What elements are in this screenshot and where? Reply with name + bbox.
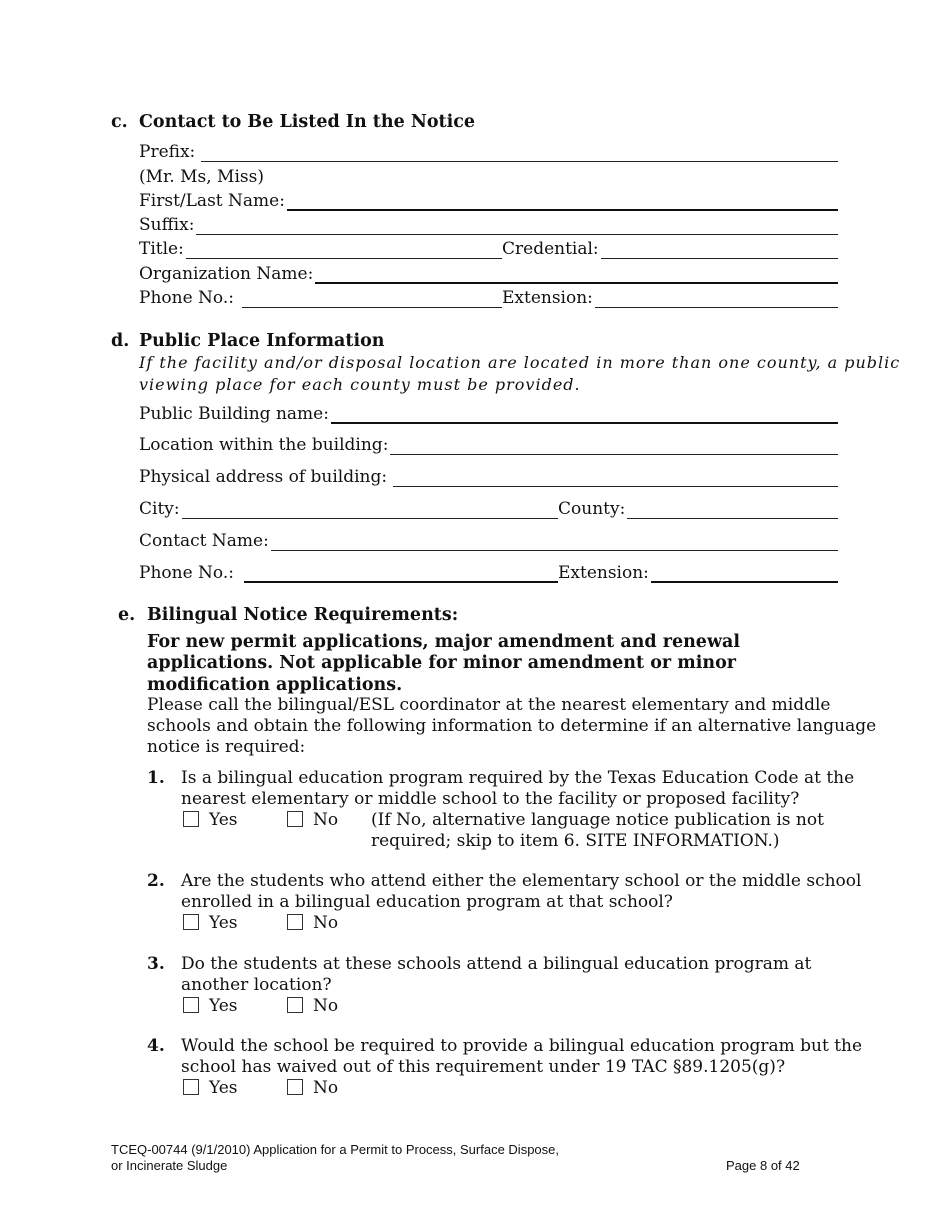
question-2-number: 2. — [147, 871, 165, 891]
section-d-note-line1: If the facility and/or disposal location are located in more than one county, a public — [139, 353, 901, 372]
organization-name-label: Organization Name: — [139, 264, 314, 284]
section-e-bold-line2: applications. Not applicable for minor amendment or minor — [147, 653, 736, 673]
title-field[interactable] — [139, 239, 502, 259]
question-3-line2: another location? — [181, 975, 332, 995]
suffix-input-line[interactable] — [196, 217, 838, 235]
section-d-note-line2: viewing place for each county must be provided. — [139, 375, 581, 394]
public-phone-field[interactable] — [139, 563, 558, 583]
prefix-hint: (Mr. Ms, Miss) — [139, 167, 264, 187]
question-4-yes-option[interactable] — [183, 1078, 238, 1099]
question-1-yes-option[interactable] — [183, 810, 238, 831]
question-4-line1: Would the school be required to provide a bilingual education program but the — [181, 1036, 863, 1056]
credential-field[interactable] — [502, 239, 838, 259]
section-e-title: Bilingual Notice Requirements: — [147, 605, 459, 625]
section-c-title: Contact to Be Listed In the Notice — [139, 112, 476, 132]
section-d-letter: d. — [111, 331, 130, 351]
first-last-name-label: First/Last Name: — [139, 191, 285, 211]
organization-name-input-line[interactable] — [315, 265, 838, 284]
question-2-line1: Are the students who attend either the elementary school or the middle school — [181, 871, 862, 891]
footer-form-line2: or Incinerate Sludge — [111, 1158, 228, 1173]
first-last-name-input-line[interactable] — [287, 192, 838, 211]
question-1-no-option[interactable] — [287, 810, 338, 831]
section-e-bold-line1: For new permit applications, major amendment and renewal — [147, 632, 740, 652]
section-c-letter: c. — [111, 112, 128, 132]
question-2-no-checkbox[interactable] — [287, 914, 303, 930]
question-4-number: 4. — [147, 1036, 165, 1056]
question-4-no-label: No — [313, 1078, 339, 1098]
suffix-field[interactable] — [139, 215, 838, 235]
question-1-number: 1. — [147, 768, 165, 788]
physical-address-label: Physical address of building: — [139, 467, 388, 487]
question-3-yes-option[interactable] — [183, 996, 238, 1017]
credential-input-line[interactable] — [601, 241, 838, 259]
question-1-no-checkbox[interactable] — [287, 811, 303, 827]
question-1-line2: nearest elementary or middle school to the facility or proposed facility? — [181, 789, 800, 809]
footer-page-number: Page 8 of 42 — [726, 1158, 800, 1173]
location-within-building-input-line[interactable] — [390, 437, 838, 455]
question-2-yes-option[interactable] — [183, 913, 238, 934]
city-input-line[interactable] — [182, 501, 558, 519]
phone-label: Phone No.: — [139, 288, 234, 308]
section-d-title: Public Place Information — [139, 331, 385, 351]
question-2-yes-label: Yes — [209, 913, 238, 933]
question-1-line1: Is a bilingual education program required by the Texas Education Code at the — [181, 768, 855, 788]
public-building-name-label: Public Building name: — [139, 404, 329, 424]
extension-input-line[interactable] — [595, 290, 838, 308]
county-input-line[interactable] — [627, 501, 838, 519]
location-within-building-label: Location within the building: — [139, 435, 389, 455]
prefix-input-line[interactable] — [201, 144, 838, 162]
section-e-intro-line2: schools and obtain the following information to determine if an alternative language — [147, 716, 877, 736]
physical-address-input-line[interactable] — [393, 469, 838, 487]
question-2-line2: enrolled in a bilingual education program at that school? — [181, 892, 673, 912]
prefix-field[interactable] — [139, 142, 838, 162]
contact-name-input-line[interactable] — [271, 533, 838, 551]
county-field[interactable] — [558, 499, 838, 519]
public-phone-input-line[interactable] — [244, 564, 558, 583]
question-3-no-checkbox[interactable] — [287, 997, 303, 1013]
section-e-letter: e. — [118, 605, 136, 625]
question-1-yes-checkbox[interactable] — [183, 811, 199, 827]
question-2-no-label: No — [313, 913, 339, 933]
question-4-no-checkbox[interactable] — [287, 1079, 303, 1095]
question-3-line1: Do the students at these schools attend a bilingual education program at — [181, 954, 812, 974]
question-1-yes-label: Yes — [209, 810, 238, 830]
first-last-name-field[interactable] — [139, 191, 838, 211]
question-3-no-label: No — [313, 996, 339, 1016]
public-building-name-field[interactable] — [139, 404, 838, 424]
suffix-label: Suffix: — [139, 215, 195, 235]
question-2-yes-checkbox[interactable] — [183, 914, 199, 930]
extension-label: Extension: — [502, 288, 593, 308]
location-within-building-field[interactable] — [139, 435, 838, 455]
title-label: Title: — [139, 239, 184, 259]
question-4-no-option[interactable] — [287, 1078, 338, 1099]
phone-field[interactable] — [139, 288, 502, 308]
public-extension-input-line[interactable] — [651, 564, 838, 583]
contact-name-label: Contact Name: — [139, 531, 269, 551]
city-field[interactable] — [139, 499, 558, 519]
question-3-yes-label: Yes — [209, 996, 238, 1016]
question-4-yes-label: Yes — [209, 1078, 238, 1098]
extension-field[interactable] — [502, 288, 838, 308]
question-3-number: 3. — [147, 954, 165, 974]
question-1-note-line1: (If No, alternative language notice publication is not — [371, 810, 824, 830]
question-2-no-option[interactable] — [287, 913, 338, 934]
question-4-line2: school has waived out of this requirement under 19 TAC §89.1205(g)? — [181, 1057, 786, 1077]
public-phone-label: Phone No.: — [139, 563, 234, 583]
prefix-label: Prefix: — [139, 142, 196, 162]
section-e-intro-line3: notice is required: — [147, 737, 306, 757]
public-extension-label: Extension: — [558, 563, 649, 583]
physical-address-field[interactable] — [139, 467, 838, 487]
question-3-no-option[interactable] — [287, 996, 338, 1017]
section-e-intro-line1: Please call the bilingual/ESL coordinator at the nearest elementary and middle — [147, 695, 831, 715]
question-1-no-label: No — [313, 810, 339, 830]
section-e-bold-line3: modification applications. — [147, 675, 403, 695]
question-3-yes-checkbox[interactable] — [183, 997, 199, 1013]
contact-name-field[interactable] — [139, 531, 838, 551]
phone-input-line[interactable] — [242, 290, 502, 308]
footer-form-line1: TCEQ-00744 (9/1/2010) Application for a Permit to Process, Surface Dispose, — [111, 1142, 559, 1157]
question-4-yes-checkbox[interactable] — [183, 1079, 199, 1095]
city-label: City: — [139, 499, 180, 519]
public-building-name-input-line[interactable] — [331, 405, 838, 424]
title-input-line[interactable] — [186, 241, 502, 259]
county-label: County: — [558, 499, 626, 519]
question-1-note-line2: required; skip to item 6. SITE INFORMATION.) — [371, 831, 780, 851]
public-extension-field[interactable] — [558, 563, 838, 583]
credential-label: Credential: — [502, 239, 599, 259]
organization-name-field[interactable] — [139, 264, 838, 284]
